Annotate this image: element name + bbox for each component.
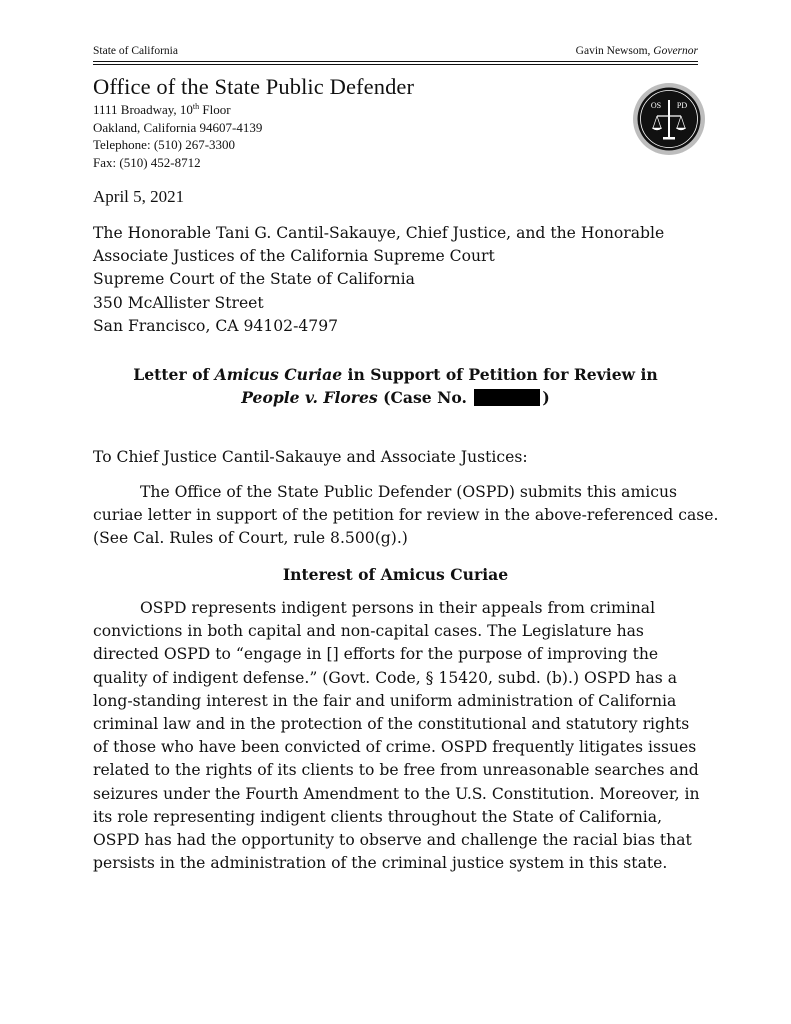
governor-label	[576, 45, 698, 57]
intro-paragraph	[93, 481, 718, 551]
paragraph-line: directed OSPD to “engage in [] efforts for the purpose of improving the	[93, 645, 659, 664]
paragraph-line: OSPD has had the opportunity to observe and challenge the racial bias that	[93, 831, 692, 850]
office-name: Office of the State Public Defender	[93, 74, 415, 99]
paragraph-line: The Office of the State Public Defender (OSPD) submits this amicus	[140, 483, 678, 501]
letter-title-line1: Letter of Amicus Curiae in Support of Petition for Review in	[133, 365, 658, 384]
seal-text-os: OS	[650, 101, 662, 110]
recipient-line: The Honorable Tani G. Cantil-Sakauye, Chief Justice, and the Honorable	[93, 224, 665, 242]
paragraph-line: long-standing interest in the fair and uniform administration of California	[93, 691, 677, 710]
address-city: Oakland, California 94607-4139	[93, 119, 263, 135]
interest-paragraph	[93, 597, 700, 875]
letterhead-topbar	[93, 45, 698, 61]
recipient-line: Associate Justices of the California Supreme Court	[93, 247, 495, 266]
salutation: To Chief Justice Cantil-Sakauye and Associate Justices:	[93, 448, 528, 466]
header-rule-thin	[93, 64, 698, 65]
redacted-case-number	[474, 389, 540, 406]
recipient-line: Supreme Court of the State of California	[93, 270, 415, 289]
paragraph-line: its role representing indigent clients throughout the State of California,	[93, 807, 663, 826]
address-street: 1111 Broadway, 10th Floor	[93, 102, 231, 117]
fax: Fax: (510) 452-8712	[93, 154, 201, 170]
recipient-line: San Francisco, CA 94102-4797	[93, 316, 339, 335]
paragraph-line: (See Cal. Rules of Court, rule 8.500(g).)	[93, 529, 408, 548]
section-heading: Interest of Amicus Curiae	[282, 565, 509, 584]
office-address	[93, 101, 262, 171]
paragraph-line: of those who have been convicted of crime. OSPD frequently litigates issues	[93, 738, 697, 757]
governor-title: Governor	[653, 45, 698, 57]
paragraph-line: quality of indigent defense.” (Govt. Code, § 15420, subd. (b).) OSPD has a	[93, 668, 678, 687]
letter-title-line2: People v. Flores (Case No. )	[241, 388, 550, 407]
recipient-line: 350 McAllister Street	[93, 293, 264, 312]
paragraph-line: seizures under the Fourth Amendment to the U.S. Constitution. Moreover, in	[93, 784, 700, 803]
header-rule-thick	[93, 61, 698, 62]
ospd-seal-logo	[632, 82, 706, 156]
governor-name: Gavin Newsom,	[575, 45, 651, 57]
state-label: State of California	[93, 45, 178, 57]
recipient-block	[93, 222, 664, 338]
letter-date: April 5, 2021	[93, 187, 185, 206]
paragraph-line: OSPD represents indigent persons in their appeals from criminal	[140, 599, 656, 617]
paragraph-line: persists in the administration of the criminal justice system in this state.	[93, 854, 668, 873]
paragraph-line: criminal law and in the protection of the constitutional and statutory rights	[93, 715, 690, 734]
paragraph-line: related to the rights of its clients to be free from unreasonable searches and	[93, 761, 699, 780]
telephone: Telephone: (510) 267-3300	[93, 137, 236, 153]
seal-text-pd: PD	[676, 101, 688, 110]
paragraph-line: curiae letter in support of the petition for review in the above-referenced case.	[93, 506, 719, 525]
paragraph-line: convictions in both capital and non-capital cases. The Legislature has	[93, 622, 644, 641]
